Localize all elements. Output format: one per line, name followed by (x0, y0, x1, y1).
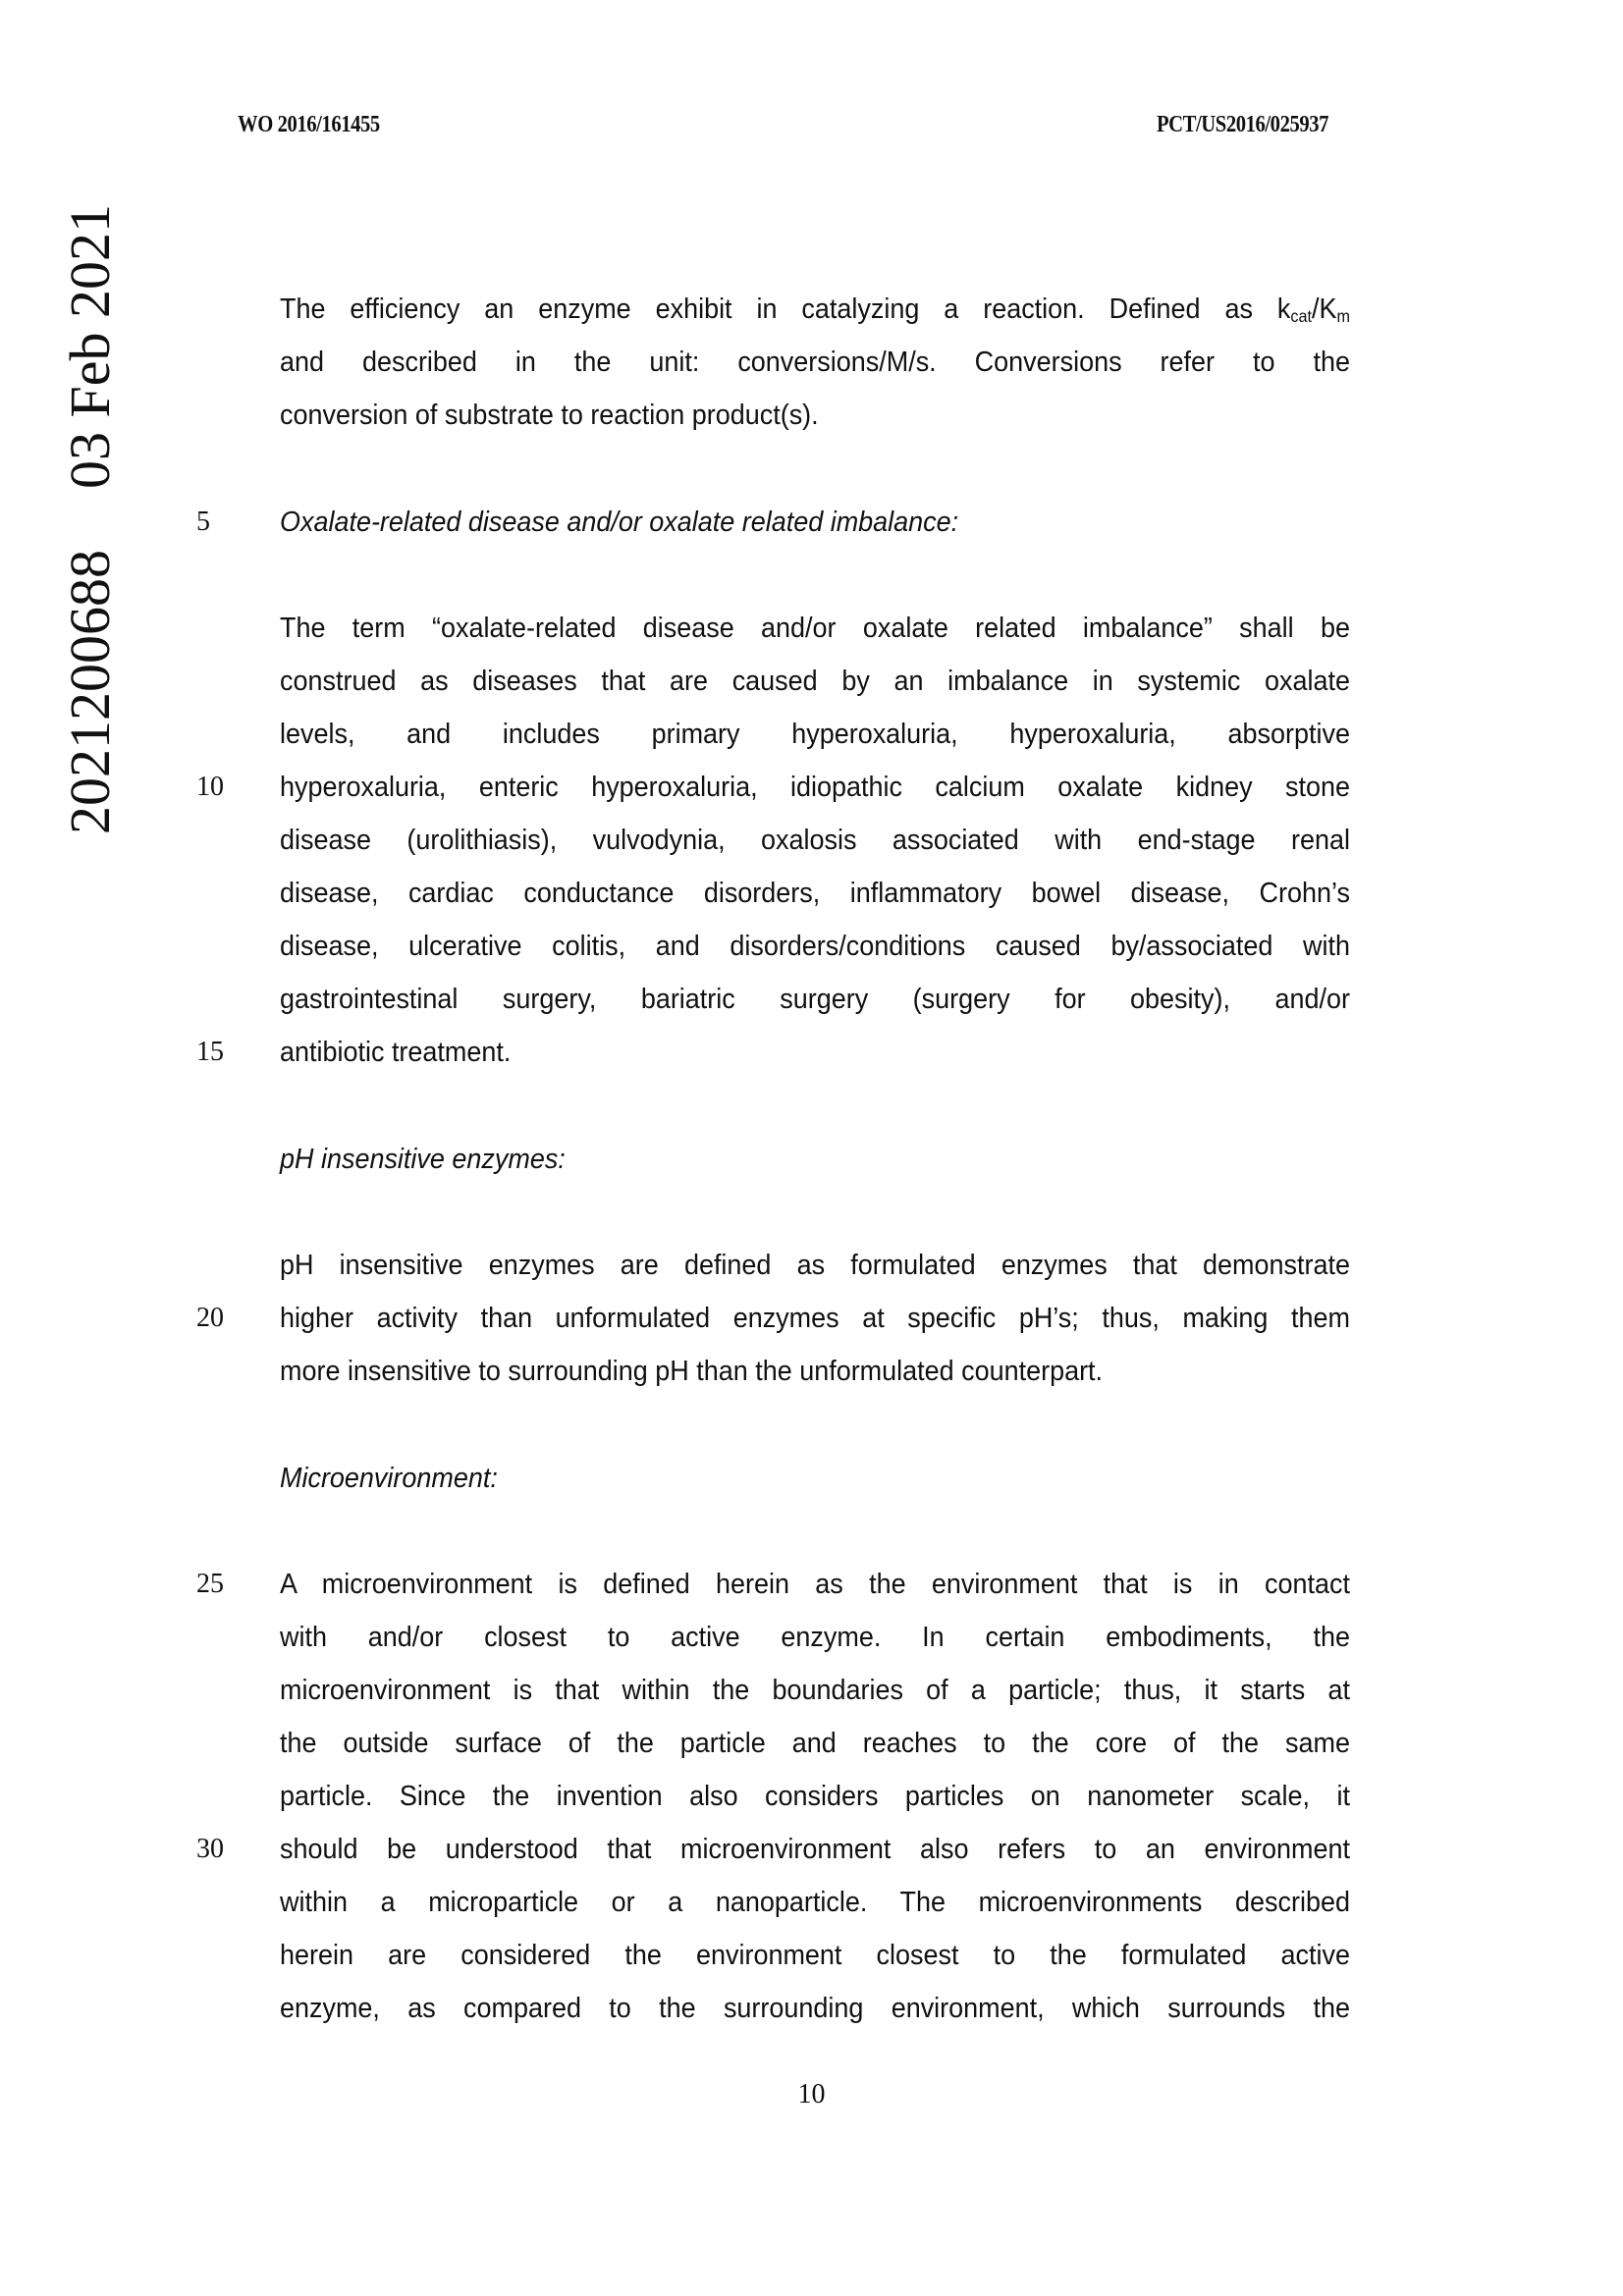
header-application-number: PCT/US2016/025937 (1157, 112, 1329, 137)
line-number-25: 25 (196, 1569, 224, 1599)
oxalate-line-9: antibiotic treatment. (280, 1037, 512, 1068)
header-publication-number: WO 2016/161455 (238, 112, 380, 137)
heading-microenvironment: Microenvironment: (280, 1463, 498, 1494)
micro-line-9: enzyme, as compared to the surrounding environment, which surrounds the (280, 1993, 1350, 2024)
side-stamp (58, 204, 122, 834)
heading-ph: pH insensitive enzymes: (280, 1144, 566, 1175)
line-number-5: 5 (196, 507, 210, 537)
text-segment: The efficiency an enzyme exhibit in catalyzing a reaction. Defined as k (280, 294, 1291, 325)
oxalate-line-6: disease, cardiac conductance disorders, inflammatory bowel disease, Crohn’s (280, 878, 1350, 909)
efficiency-line-2: and described in the unit: conversions/M/s. Conversions refer to the (280, 347, 1350, 378)
line-number-20: 20 (196, 1303, 224, 1333)
ph-line-2: higher activity than unformulated enzymes at specific pH’s; thus, making them (280, 1303, 1350, 1334)
micro-line-2: with and/or closest to active enzyme. In certain embodiments, the (280, 1622, 1350, 1653)
efficiency-line-1 (280, 293, 1350, 326)
heading-oxalate: Oxalate-related disease and/or oxalate related imbalance: (280, 507, 959, 538)
side-document-number: 2021200688 (58, 550, 122, 834)
line-number-10: 10 (196, 772, 224, 802)
oxalate-line-4: hyperoxaluria, enteric hyperoxaluria, idiopathic calcium oxalate kidney stone (280, 772, 1350, 803)
subscript-cat: cat (1290, 306, 1312, 326)
oxalate-line-8: gastrointestinal surgery, bariatric surgery (surgery for obesity), and/or (280, 984, 1350, 1015)
side-date: 03 Feb 2021 (58, 204, 122, 489)
line-number-15: 15 (196, 1037, 224, 1067)
efficiency-line-3: conversion of substrate to reaction product(s). (280, 400, 819, 431)
oxalate-line-7: disease, ulcerative colitis, and disorders/conditions caused by/associated with (280, 931, 1350, 962)
micro-line-5: particle. Since the invention also considers particles on nanometer scale, it (280, 1781, 1350, 1812)
micro-line-4: the outside surface of the particle and reaches to the core of the same (280, 1728, 1350, 1759)
ph-line-1: pH insensitive enzymes are defined as formulated enzymes that demonstrate (280, 1250, 1350, 1281)
oxalate-line-3: levels, and includes primary hyperoxaluria, hyperoxaluria, absorptive (280, 719, 1350, 750)
oxalate-line-1: The term “oxalate-related disease and/or oxalate related imbalance” shall be (280, 613, 1350, 644)
micro-line-6: should be understood that microenvironment also refers to an environment (280, 1834, 1350, 1865)
ph-line-3: more insensitive to surrounding pH than the unformulated counterpart. (280, 1356, 1104, 1387)
text-segment: /K (1311, 294, 1337, 325)
micro-line-1: A microenvironment is defined herein as the environment that is in contact (280, 1569, 1350, 1600)
oxalate-line-5: disease (urolithiasis), vulvodynia, oxalosis associated with end-stage renal (280, 825, 1350, 856)
subscript-m: m (1336, 306, 1350, 326)
micro-line-7: within a microparticle or a nanoparticle. The microenvironments described (280, 1887, 1350, 1918)
micro-line-8: herein are considered the environment closest to the formulated active (280, 1940, 1350, 1971)
line-number-30: 30 (196, 1834, 224, 1864)
oxalate-line-2: construed as diseases that are caused by an imbalance in systemic oxalate (280, 666, 1350, 697)
page-number: 10 (797, 2079, 826, 2109)
micro-line-3: microenvironment is that within the boundaries of a particle; thus, it starts at (280, 1675, 1350, 1706)
